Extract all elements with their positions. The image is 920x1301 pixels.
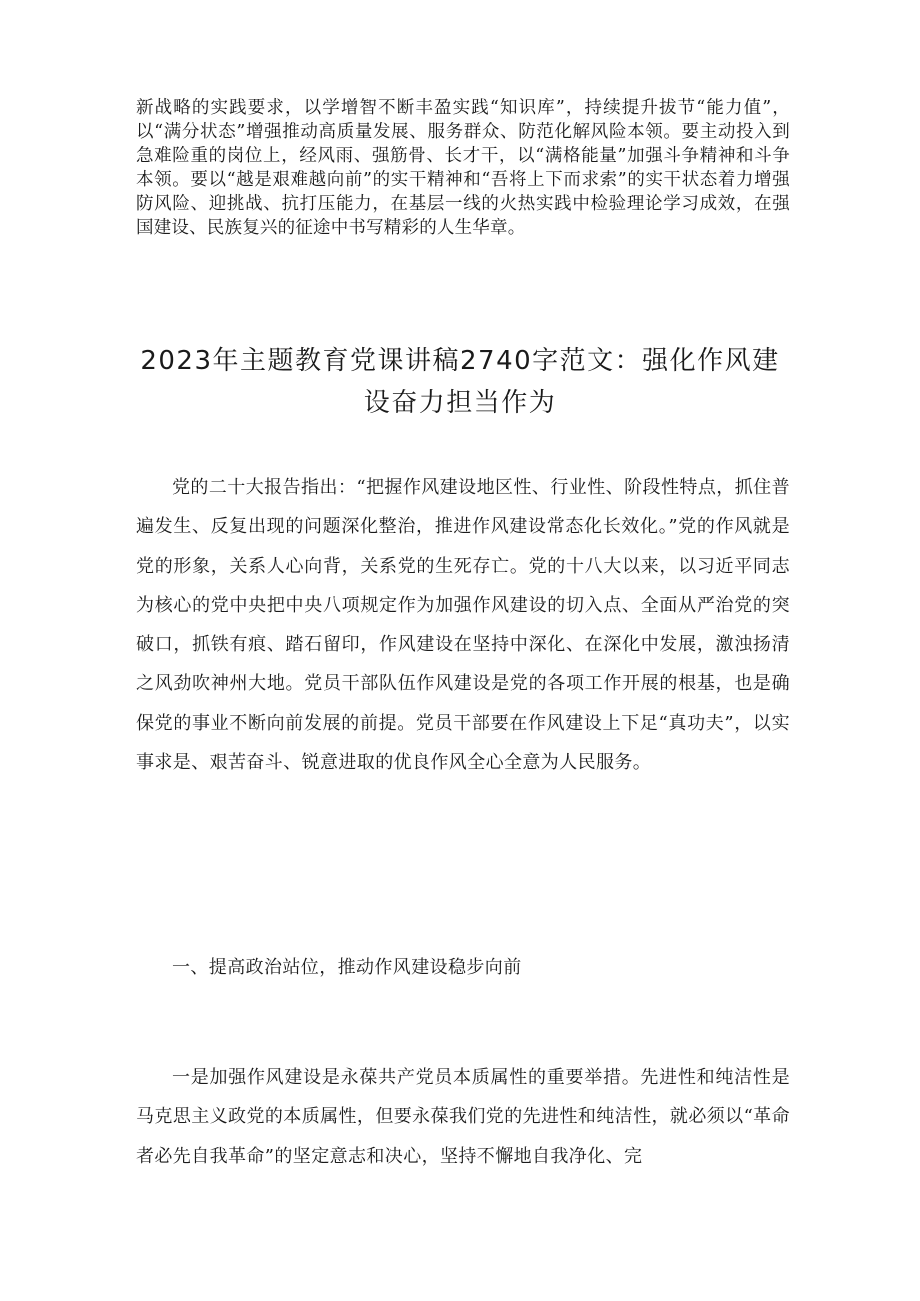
title-line-1: 2023年主题教育党课讲稿2740字范文：强化作风建	[140, 346, 780, 376]
title-line-2: 设奋力担当作为	[363, 388, 557, 418]
top-paragraph: 新战略的实践要求，以学增智不断丰盈实践“知识库”，持续提升拔节“能力值”，以“满分状态”增强推动高质量发展、服务群众、防范化解风险本领。要主动投入到急难险重的岗位上，经风雨、强筋骨、长才干，以“满格能量”加强斗争精神和斗争本领。要以“越是艰难越向前”的实干精神和“吾将上下而求索”的实干状态着力增强防风险、迎挑战、抗打压能力，在基层一线的火热实践中检验理论学习成效，在强国建设、民族复兴的征途中书写精彩的人生华章。	[136, 98, 790, 238]
body-paragraph-1: 党的二十大报告指出：“把握作风建设地区性、行业性、阶段性特点，抓住普遍发生、反复出现的问题深化整治，推进作风建设常态化长效化。”党的作风就是党的形象，关系人心向背，关系党的生死存亡。党的十八大以来，以习近平同志为核心的党中央把中央八项规定作为加强作风建设的切入点、全面从严治党的突破口，抓铁有痕、踏石留印，作风建设在坚持中深化、在深化中发展，激浊扬清之风劲吹神州大地。党员干部队伍作风建设是党的各项工作开展的根基，也是确保党的事业不断向前发展的前提。党员干部要在作风建设上下足“真功夫”，以实事求是、艰苦奋斗、锐意进取的优良作风全心全意为人民服务。	[136, 477, 790, 774]
document-title	[100, 340, 820, 424]
section-heading: 一、提高政治站位，推动作风建设稳步向前	[172, 957, 522, 978]
body-paragraph-2: 一是加强作风建设是永葆共产党员本质属性的重要举措。先进性和纯洁性是马克思主义政党的本质属性，但要永葆我们党的先进性和纯洁性，就必须以“革命者必先自我革命”的坚定意志和决心，坚持不懈地自我净化、完	[136, 1067, 790, 1167]
